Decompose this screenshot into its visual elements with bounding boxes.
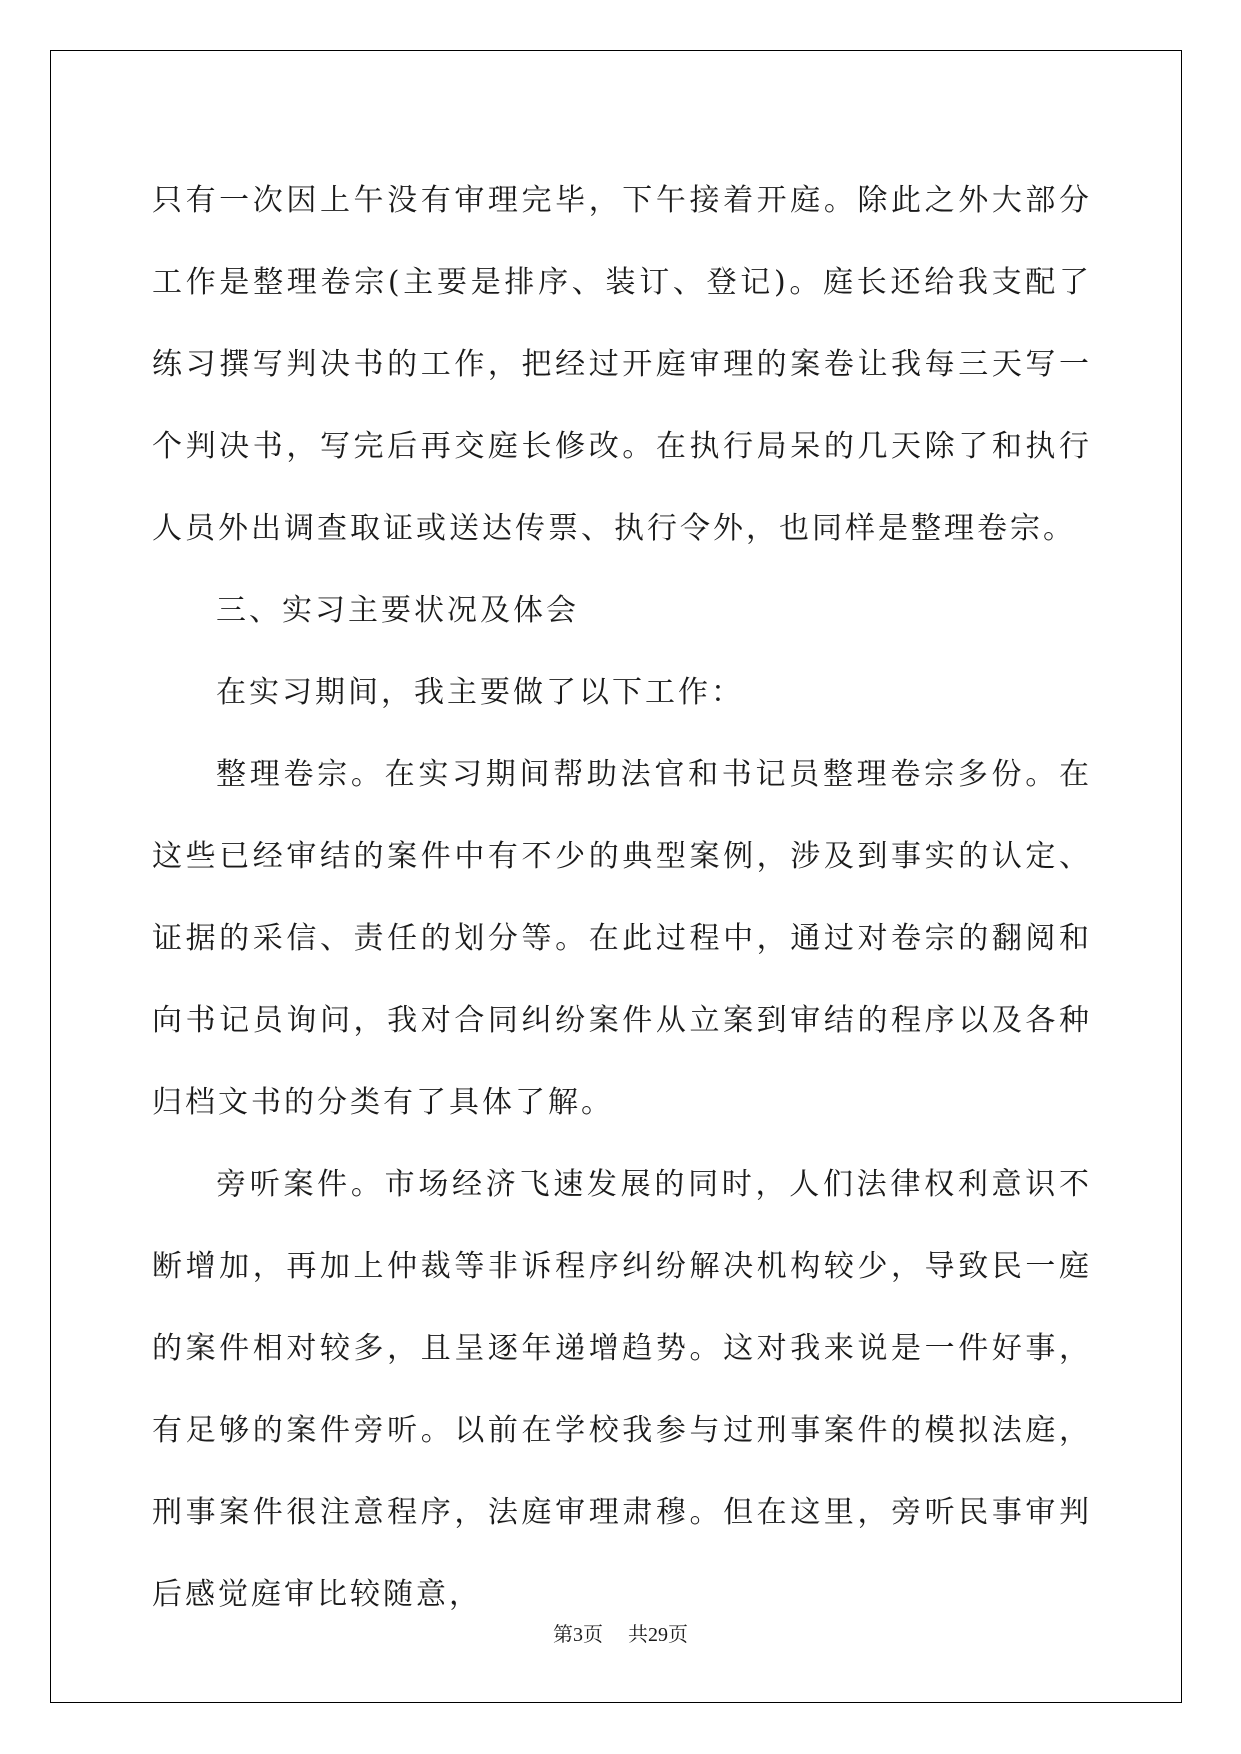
paragraph-intro: 在实习期间，我主要做了以下工作： [216,675,744,710]
paragraph-continued: 只有一次因上午没有审理完毕，下午接着开庭。除此之外大部分工作是整理卷宗(主要是排序、装订、登记)。庭长还给我支配了练习撰写判决书的工作，把经过开庭审理的案卷让我每三天写一个判决书，写完后再交庭长修改。在执行局呆的几天除了和执行人员外出调查取证或送达传票、执行令外，也同样是整理卷宗。 [152,183,1092,546]
page-number: 第3页 [553,1624,603,1646]
page-total: 共29页 [628,1624,688,1646]
paragraph-case-hearing: 旁听案件。市场经济飞速发展的同时，人们法律权利意识不断增加，再加上仲裁等非诉程序纠纷解决机构较少，导致民一庭的案件相对较多，且呈逐年递增趋势。这对我来说是一件好事，有足够的案件旁听。以前在学校我参与过刑事案件的模拟法庭，刑事案件很注意程序，法庭审理肃穆。但在这里，旁听民事审判后感觉庭审比较随意， [152,1167,1092,1612]
section-heading: 三、实习主要状况及体会 [216,593,579,628]
page-footer [0,1618,1241,1647]
paragraph-file-organizing: 整理卷宗。在实习期间帮助法官和书记员整理卷宗多份。在这些已经审结的案件中有不少的典型案例，涉及到事实的认定、证据的采信、责任的划分等。在此过程中，通过对卷宗的翻阅和向书记员询问，我对合同纠纷案件从立案到审结的程序以及各种归档文书的分类有了具体了解。 [152,757,1092,1120]
document-body [152,160,1092,1636]
